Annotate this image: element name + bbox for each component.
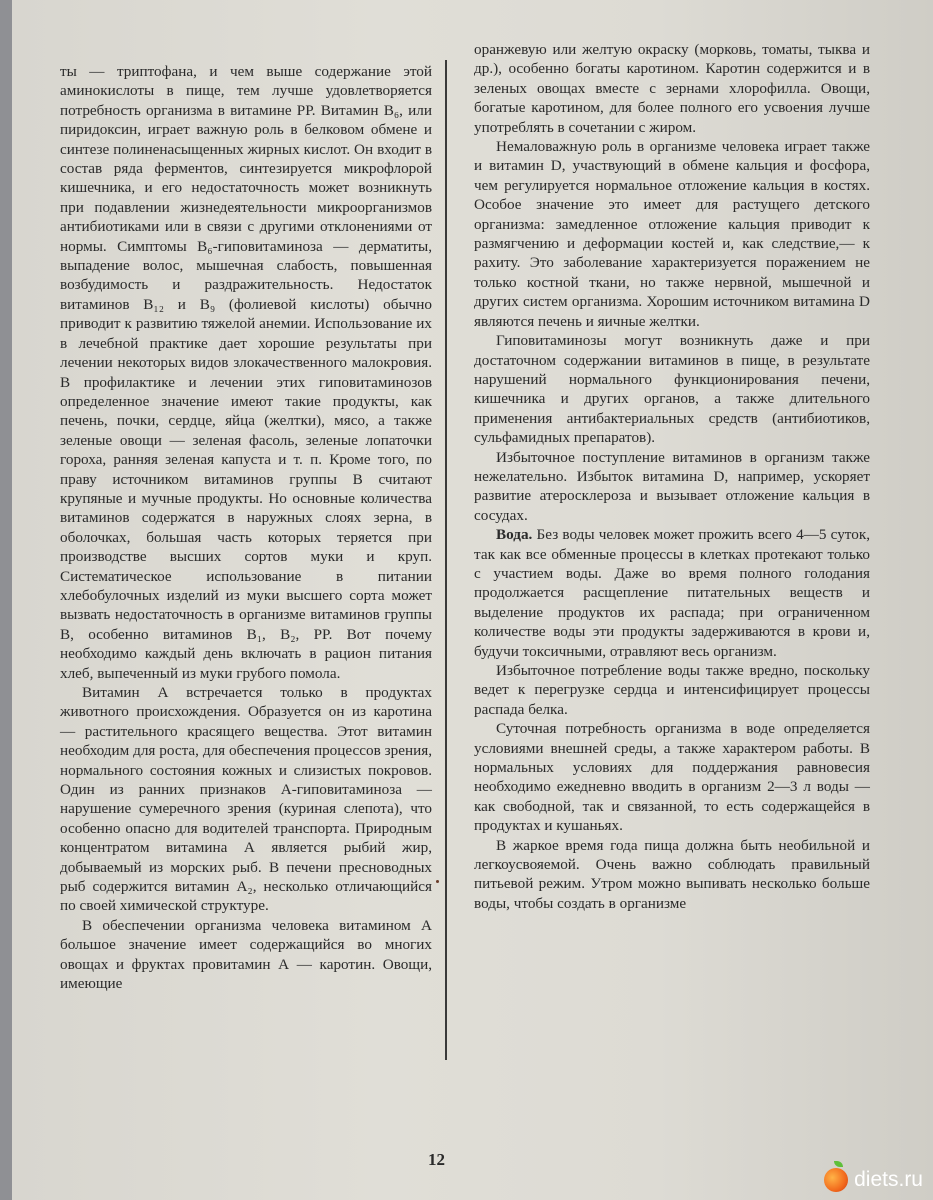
paragraph: В жаркое время года пища должна быть необильной и легкоусвояемой. Очень важно соблюдать правильный питьевой режим. Утром можно выпивать несколько больше воды, чтобы создать в организме [474,836,870,912]
right-column [474,40,870,913]
paragraph: В обеспечении организма человека витамином А большое значение имеет содержащийся во многих овощах и фруктах провитамин А — каротин. Овощи, имеющие [60,916,432,993]
paragraph: ты — триптофана, и чем выше содержание этой аминокислоты в пище, тем лучше удовлетворяется потребность организма в витамине РР. Витамин B₆, или пиридоксин, играет важную роль в белковом обмене и синтезе полиненасыщенных жирных кислот. Он входит в состав ряда ферментов, синтезируется микрофлорой кишечника, и его недостаточность может возникнуть при подавлении жизнедеятельности микроорганизмов антибиотиками или в связи с другими отклонениями от нормы. Симптомы B₆-гиповитаминоза — дерматиты, выпадение волос, мышечная слабость, повышенная возбудимость и раздражительность. Недостаток витаминов B₁₂ и B₉ (фолиевой кислоты) обычно приводит к развитию тяжелой анемии. Использование их в лечебной практике дает хорошие результаты при лечении некоторых видов злокачественного малокровия. В профилактике и лечении этих гиповитаминозов определенное значение имеют такие продукты, как печень, почки, сердце, яйца (желтки), мясо, а также зеленые овощи — зеленая фасоль, зеленые лопаточки гороха, ранняя зеленая капуста и т. п. Кроме того, по праву источником витаминов группы В считают крупяные и мучные продукты. Но основные количества витаминов содержатся в наружных слоях зерна, в оболочках, большая часть которых теряется при производстве высших сортов муки и круп. Систематическое использование в питании хлебобулочных изделий из муки высшего сорта может вызвать недостаточность в организме витаминов группы В, особенно витаминов B₁, B₂, РР. Вот почему необходимо каждый день включать в рацион питания хлеб, выпеченный из муки грубого помола. [60,63,432,682]
water-paragraph [474,525,870,661]
water-heading: Вода. [496,526,533,544]
paragraph: Витамин А встречается только в продуктах животного происхождения. Образуется он из каротина — растительного красящего вещества. Этот витамин необходим для роста, для обеспечения процессов зрения, нормального состояния кожных и слизистых покровов. Один из ранних признаков А-гиповитаминоза — нарушение сумеречного зрения (куриная слепота), что особенно опасно для водителей транспорта. Природным концентратом витамина А является рыбий жир, добываемый из морских рыб. В печени пресноводных рыб содержится витамин A₂, несколько отличающийся по своей химической структуре. [60,684,432,915]
paragraph: Суточная потребность организма в воде определяется условиями внешней среды, а также характером работы. В нормальных условиях для поддержания равновесия необходимо ежедневно вводить в организм 2—3 л воды — как свободной, так и связанной, то есть содержащейся в продуктах и кушаньях. [474,720,870,835]
paragraph: оранжевую или желтую окраску (морковь, томаты, тыква и др.), особенно богаты каротином. Каротин содержится и в зеленых овощах вместе с зернами хлорофилла. Овощи, богатые каротином, для более полного его усвоения лучше употреблять в сочетании с жиром. [474,41,870,136]
paragraph: Избыточное потребление воды также вредно, поскольку ведет к перегрузке сердца и интенсифицирует процессы распада белка. [474,662,870,718]
water-text: Без воды человек может прожить всего 4—5 суток, так как все обменные процессы в клетках протекают только с участием воды. Даже во время полного голодания продолжается расщепление питательных веществ и выделение продуктов их распада; при ограниченном количестве воды эти продукты задерживаются в крови и, будучи токсичными, отравляют весь организм. [474,526,870,660]
watermark-text: diets.ru [854,1168,923,1191]
left-column [60,62,432,994]
page-number: 12 [428,1150,445,1169]
paragraph: Избыточное поступление витаминов в организм также нежелательно. Избыток витамина D, например, ускоряет развитие атеросклероза и вызывает отложение кальция в сосудах. [474,448,870,524]
apple-logo-icon [824,1168,848,1192]
paragraph: Гиповитаминозы могут возникнуть даже и при достаточном содержании витаминов в пище, в результате нарушений нормального функционирования печени, кишечника и других органов, а также длительного применения антибактериальных средств (антибиотиков, сульфамидных препаратов). [474,332,870,447]
column-divider [445,60,447,1060]
paragraph: Немаловажную роль в организме человека играет также и витамин D, участвующий в обмене кальция и фосфора, чем регулируется нормальное отложение кальция в костях. Особое значение это имеет для растущего детского организма: замедленное отложение кальция приводит к размягчению и деформации костей и, как следствие,— к рахиту. Это заболевание характеризуется поражением не только костной ткани, но также нервной, мышечной и других систем организма. Хорошим источником витамина D являются печень и яичные желтки. [474,138,870,330]
book-page [12,0,933,1200]
watermark [824,1168,923,1192]
ink-dot [436,880,439,883]
